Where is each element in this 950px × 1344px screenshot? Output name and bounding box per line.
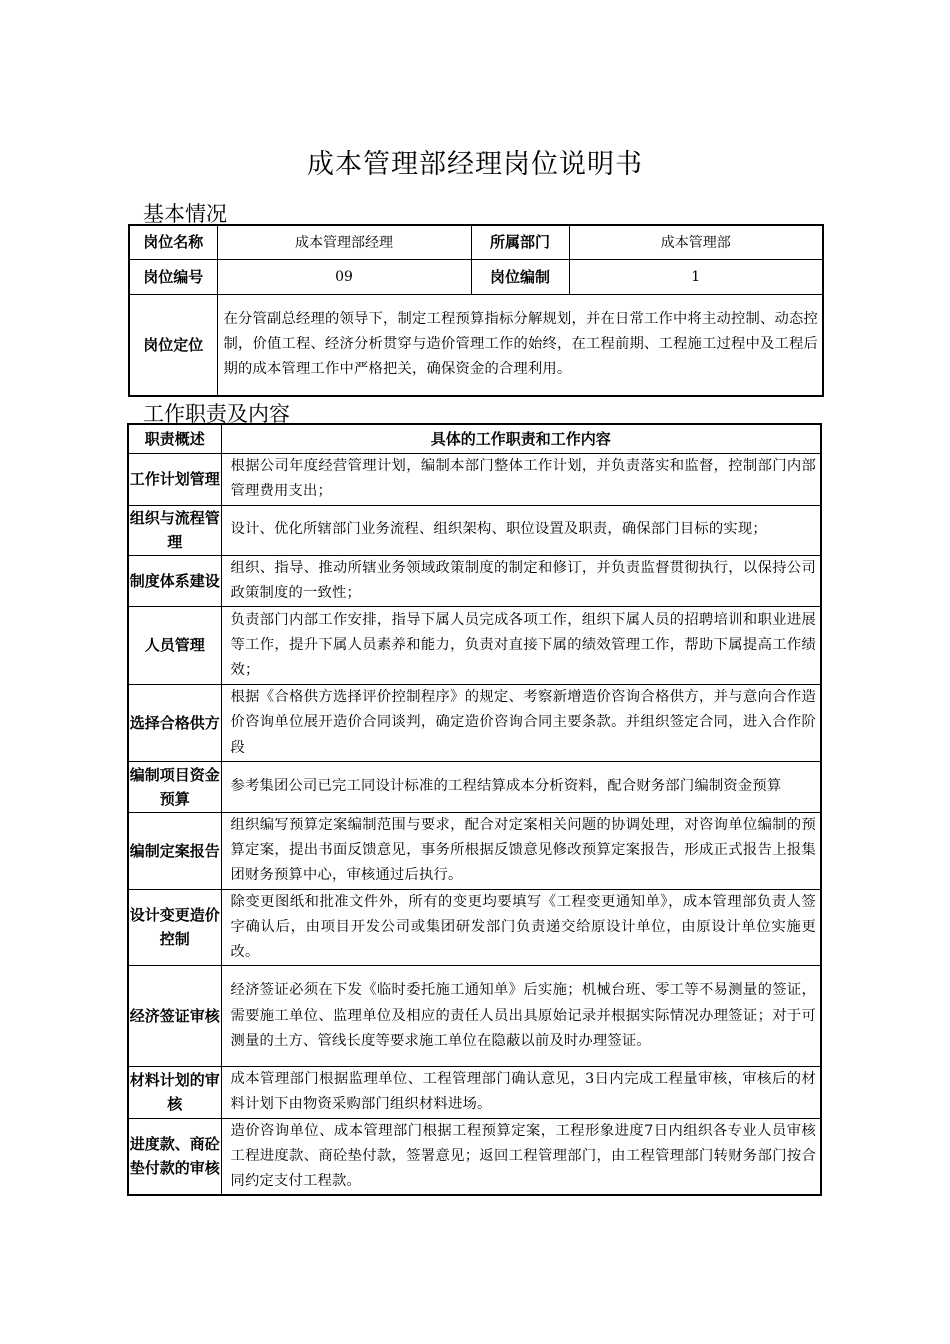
basic-row — [129, 225, 823, 259]
table-row — [128, 761, 821, 812]
table-row — [128, 966, 821, 1067]
duty-name: 设计变更造价控制 — [128, 889, 221, 966]
duty-content: 除变更图纸和批准文件外，所有的变更均要填写《工程变更通知单》，成本管理部负责人签字确认后，由项目开发公司或集团研发部门负责递交给原设计单位，由原设计单位实施更改。 — [221, 889, 821, 966]
duty-content: 设计、优化所辖部门业务流程、组织架构、职位设置及职责，确保部门目标的实现； — [221, 505, 821, 555]
basic-info-table — [128, 224, 824, 397]
basic-info-heading: 基本情况 — [143, 202, 227, 226]
duty-content: 根据公司年度经营管理计划，编制本部门整体工作计划，并负责落实和监督，控制部门内部管理费用支出； — [221, 453, 821, 505]
duty-content: 造价咨询单位、成本管理部门根据工程预算定案，工程形象进度7日内组织各专业人员审核工程进度款、商砼垫付款，签署意见；返回工程管理部门，由工程管理部门转财务部门按合同约定支付工程款。 — [221, 1118, 821, 1195]
duty-name: 组织与流程管理 — [128, 505, 221, 555]
duty-name: 选择合格供方 — [128, 684, 221, 761]
duty-name: 人员管理 — [128, 606, 221, 684]
position-code-value: 09 — [217, 259, 471, 294]
position-positioning-label: 岗位定位 — [129, 294, 217, 396]
duties-table — [127, 423, 822, 1196]
duty-name: 制度体系建设 — [128, 555, 221, 606]
position-name-label: 岗位名称 — [129, 225, 217, 259]
department-value: 成本管理部 — [569, 225, 823, 259]
table-row — [128, 1118, 821, 1195]
duty-content: 经济签证必须在下发《临时委托施工通知单》后实施；机械台班、零工等不易测量的签证，需要施工单位、监理单位及相应的责任人员出具原始记录并根据实际情况办理签证；对于可测量的土方、管线长度等要求施工单位在隐蔽以前及时办理签证。 — [221, 966, 821, 1067]
headcount-label: 岗位编制 — [471, 259, 569, 294]
duty-name: 经济签证审核 — [128, 966, 221, 1067]
duty-name: 工作计划管理 — [128, 453, 221, 505]
table-row — [128, 889, 821, 966]
table-row — [128, 684, 821, 761]
duties-heading: 工作职责及内容 — [143, 402, 290, 426]
duty-content: 组织编写预算定案编制范围与要求，配合对定案相关问题的协调处理，对咨询单位编制的预算定案，提出书面反馈意见，事务所根据反馈意见修改预算定案报告，形成正式报告上报集团财务预算中心，审核通过后执行。 — [221, 812, 821, 889]
position-row — [129, 294, 823, 396]
duty-content: 负责部门内部工作安排，指导下属人员完成各项工作，组织下属人员的招聘培训和职业进展等工作，提升下属人员素养和能力，负责对直接下属的绩效管理工作，帮助下属提高工作绩效； — [221, 606, 821, 684]
table-row — [128, 606, 821, 684]
duty-name: 材料计划的审核 — [128, 1067, 221, 1118]
duty-name: 编制项目资金预算 — [128, 761, 221, 812]
duty-content: 组织、指导、推动所辖业务领域政策制度的制定和修订，并负责监督贯彻执行，以保持公司政策制度的一致性； — [221, 555, 821, 606]
table-row — [128, 555, 821, 606]
duty-content: 根据《合格供方选择评价控制程序》的规定、考察新增造价咨询合格供方，并与意向合作造价咨询单位展开造价合同谈判，确定造价咨询合同主要条款。并组织签定合同，进入合作阶段 — [221, 684, 821, 761]
position-name-value: 成本管理部经理 — [217, 225, 471, 259]
table-row — [128, 453, 821, 505]
page-title: 成本管理部经理岗位说明书 — [307, 149, 643, 180]
duty-content: 参考集团公司已完工同设计标准的工程结算成本分析资料，配合财务部门编制资金预算 — [221, 761, 821, 812]
department-label: 所属部门 — [471, 225, 569, 259]
col-header-overview: 职责概述 — [128, 424, 221, 453]
position-code-label: 岗位编号 — [129, 259, 217, 294]
table-row — [128, 1067, 821, 1118]
duty-name: 编制定案报告 — [128, 812, 221, 889]
table-row — [128, 812, 821, 889]
col-header-content: 具体的工作职责和工作内容 — [221, 424, 821, 453]
table-row — [128, 505, 821, 555]
duties-header-row — [128, 424, 821, 453]
headcount-value: 1 — [569, 259, 823, 294]
basic-row — [129, 259, 823, 294]
duty-name: 进度款、商砼垫付款的审核 — [128, 1118, 221, 1195]
position-positioning-text: 在分管副总经理的领导下，制定工程预算指标分解规划，并在日常工作中将主动控制、动态控制，价值工程、经济分析贯穿与造价管理工作的始终，在工程前期、工程施工过程中及工程后期的成本管理工作中严格把关，确保资金的合理利用。 — [217, 294, 823, 396]
duty-content: 成本管理部门根据监理单位、工程管理部门确认意见，3日内完成工程量审核，审核后的材料计划下由物资采购部门组织材料进场。 — [221, 1067, 821, 1118]
